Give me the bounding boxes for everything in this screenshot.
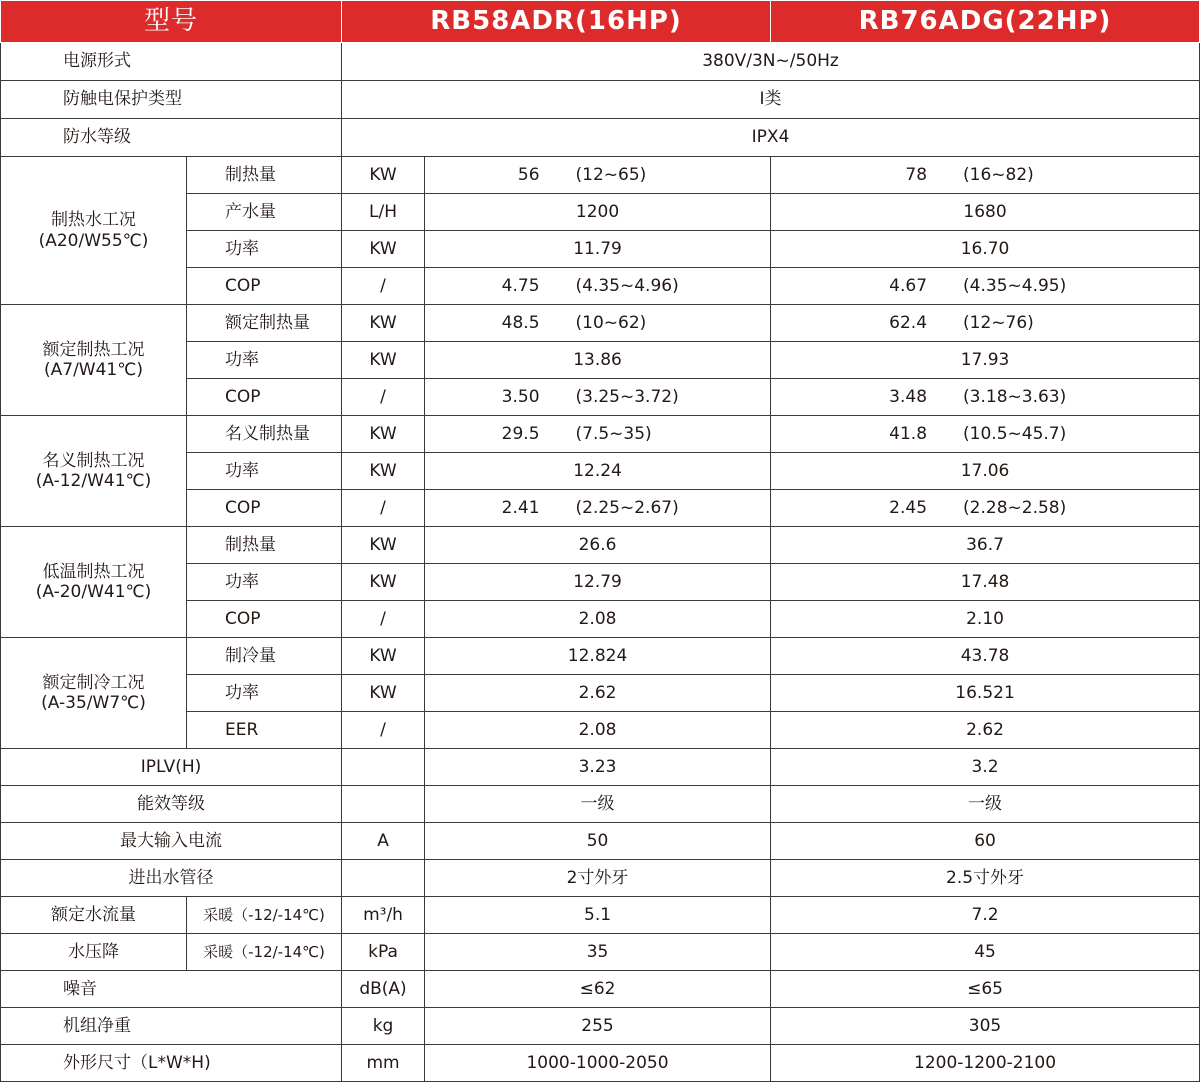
range: (7.5~35)	[575, 423, 652, 444]
condition-title: 额定制热工况	[42, 339, 145, 360]
range: (4.35~4.95)	[963, 275, 1067, 296]
value-b: 43.78	[771, 638, 1200, 675]
value: 62.4	[889, 312, 928, 333]
value-a: 12.79	[425, 564, 771, 601]
value-a	[425, 157, 771, 194]
misc-row	[1, 823, 1200, 860]
value-a: ≤62	[425, 971, 771, 1008]
spec-label: 进出水管径	[1, 860, 342, 897]
value-a	[425, 379, 771, 416]
spec-label: 电源形式	[1, 43, 342, 81]
unit-cell	[342, 860, 425, 897]
unit-cell	[342, 786, 425, 823]
condition-spec: (A7/W41℃)	[44, 360, 143, 380]
value-b: 17.93	[771, 342, 1200, 379]
item-label: 制冷量	[187, 638, 342, 675]
value-b: 一级	[771, 786, 1200, 823]
value: 56	[517, 164, 540, 185]
value-a: 13.86	[425, 342, 771, 379]
spec-value: IPX4	[342, 119, 1200, 157]
range: (16~82)	[963, 164, 1034, 185]
spec-label: 额定水流量	[1, 897, 187, 934]
value-b: 1200-1200-2100	[771, 1045, 1200, 1082]
value-a	[425, 490, 771, 527]
sub-condition: 采暖（-12/-14℃)	[187, 897, 342, 934]
value-a: 3.23	[425, 749, 771, 786]
group-row	[1, 416, 1200, 453]
unit-cell: m³/h	[342, 897, 425, 934]
value-b	[771, 490, 1200, 527]
unit-cell: /	[342, 712, 425, 749]
value-a	[425, 268, 771, 305]
value-b: 36.7	[771, 527, 1200, 564]
range: (12~65)	[575, 164, 647, 185]
range: (10.5~45.7)	[963, 423, 1067, 444]
spec-label: 防水等级	[1, 119, 342, 157]
flow-row	[1, 934, 1200, 971]
general-row	[1, 81, 1200, 119]
condition-label	[1, 157, 187, 305]
unit-cell: KW	[342, 453, 425, 490]
value-b: 16.521	[771, 675, 1200, 712]
spec-label: 水压降	[1, 934, 187, 971]
value-b: ≤65	[771, 971, 1200, 1008]
tail-row	[1, 971, 1200, 1008]
value-b: 7.2	[771, 897, 1200, 934]
value-a: 12.24	[425, 453, 771, 490]
value: 4.75	[501, 275, 540, 296]
flow-row	[1, 897, 1200, 934]
value-b: 16.70	[771, 231, 1200, 268]
value-a: 50	[425, 823, 771, 860]
misc-row	[1, 860, 1200, 897]
unit-cell: /	[342, 490, 425, 527]
item-label: 制热量	[187, 527, 342, 564]
model-label: 型号	[1, 1, 342, 43]
value: 48.5	[501, 312, 540, 333]
value-b: 1680	[771, 194, 1200, 231]
value-a: 2.08	[425, 601, 771, 638]
value-b: 2.10	[771, 601, 1200, 638]
condition-label	[1, 638, 187, 749]
item-label: 额定制热量	[187, 305, 342, 342]
value-b: 305	[771, 1008, 1200, 1045]
condition-title: 额定制冷工况	[42, 672, 145, 693]
general-row	[1, 119, 1200, 157]
unit-cell: KW	[342, 564, 425, 601]
value: 3.50	[501, 386, 540, 407]
item-label: 产水量	[187, 194, 342, 231]
condition-label	[1, 305, 187, 416]
unit-cell: /	[342, 379, 425, 416]
unit-cell: /	[342, 601, 425, 638]
value-a: 1000-1000-2050	[425, 1045, 771, 1082]
value-b	[771, 305, 1200, 342]
tail-row	[1, 1008, 1200, 1045]
condition-label	[1, 527, 187, 638]
item-label: COP	[187, 379, 342, 416]
item-label: 功率	[187, 453, 342, 490]
value-b: 60	[771, 823, 1200, 860]
value: 4.67	[889, 275, 928, 296]
value-b: 2.62	[771, 712, 1200, 749]
spec-label: 能效等级	[1, 786, 342, 823]
unit-cell: mm	[342, 1045, 425, 1082]
item-label: 功率	[187, 675, 342, 712]
value-a: 255	[425, 1008, 771, 1045]
spec-label: 外形尺寸（L*W*H)	[1, 1045, 342, 1082]
value-a: 2寸外牙	[425, 860, 771, 897]
range: (4.35~4.96)	[575, 275, 679, 296]
spec-label: IPLV(H)	[1, 749, 342, 786]
value-b: 2.5寸外牙	[771, 860, 1200, 897]
spec-label: 最大输入电流	[1, 823, 342, 860]
unit-cell: kg	[342, 1008, 425, 1045]
item-label: 名义制热量	[187, 416, 342, 453]
value: 3.48	[889, 386, 928, 407]
item-label: COP	[187, 601, 342, 638]
value-b	[771, 268, 1200, 305]
value-a: 11.79	[425, 231, 771, 268]
condition-spec: (A-35/W7℃)	[41, 693, 146, 713]
item-label: 功率	[187, 342, 342, 379]
unit-cell: A	[342, 823, 425, 860]
spec-value: I类	[342, 81, 1200, 119]
group-row	[1, 527, 1200, 564]
group-row	[1, 305, 1200, 342]
misc-row	[1, 786, 1200, 823]
group-row	[1, 157, 1200, 194]
value-b: 17.48	[771, 564, 1200, 601]
range: (3.18~3.63)	[963, 386, 1067, 407]
unit-cell: KW	[342, 342, 425, 379]
condition-label	[1, 416, 187, 527]
value-b: 3.2	[771, 749, 1200, 786]
item-label: COP	[187, 268, 342, 305]
item-label: 功率	[187, 231, 342, 268]
range: (10~62)	[575, 312, 647, 333]
unit-cell: KW	[342, 231, 425, 268]
model-b-title: RB76ADG(22HP)	[771, 1, 1200, 43]
value-a: 2.08	[425, 712, 771, 749]
spec-label: 机组净重	[1, 1008, 342, 1045]
unit-cell: KW	[342, 675, 425, 712]
range: (2.25~2.67)	[575, 497, 679, 518]
value: 2.45	[889, 497, 928, 518]
value-a: 2.62	[425, 675, 771, 712]
condition-spec: (A-20/W41℃)	[35, 582, 152, 602]
range: (12~76)	[963, 312, 1034, 333]
condition-title: 制热水工况	[51, 210, 136, 231]
unit-cell: KW	[342, 305, 425, 342]
group-row	[1, 638, 1200, 675]
unit-cell: KW	[342, 157, 425, 194]
value: 29.5	[501, 423, 540, 444]
unit-cell: KW	[342, 416, 425, 453]
spec-label: 噪音	[1, 971, 342, 1008]
unit-cell	[342, 749, 425, 786]
value-b	[771, 157, 1200, 194]
item-label: 制热量	[187, 157, 342, 194]
range: (3.25~3.72)	[575, 386, 679, 407]
value: 78	[905, 164, 928, 185]
condition-title: 低温制热工况	[42, 561, 145, 582]
condition-spec: (A-12/W41℃)	[35, 471, 152, 491]
value-a: 一级	[425, 786, 771, 823]
value-a	[425, 416, 771, 453]
value-a: 35	[425, 934, 771, 971]
range: (2.28~2.58)	[963, 497, 1067, 518]
value-b: 17.06	[771, 453, 1200, 490]
spec-value: 380V/3N~/50Hz	[342, 43, 1200, 81]
value-b	[771, 379, 1200, 416]
item-label: COP	[187, 490, 342, 527]
condition-title: 名义制热工况	[42, 450, 145, 471]
misc-row	[1, 749, 1200, 786]
unit-cell: dB(A)	[342, 971, 425, 1008]
value-a: 12.824	[425, 638, 771, 675]
value: 2.41	[501, 497, 540, 518]
item-label: EER	[187, 712, 342, 749]
value-a: 5.1	[425, 897, 771, 934]
unit-cell: /	[342, 268, 425, 305]
unit-cell: L/H	[342, 194, 425, 231]
item-label: 功率	[187, 564, 342, 601]
unit-cell: KW	[342, 638, 425, 675]
unit-cell: KW	[342, 527, 425, 564]
value-b: 45	[771, 934, 1200, 971]
general-row	[1, 43, 1200, 81]
condition-spec: (A20/W55℃)	[38, 230, 149, 251]
sub-condition: 采暖（-12/-14℃)	[187, 934, 342, 971]
unit-cell: kPa	[342, 934, 425, 971]
value: 41.8	[889, 423, 928, 444]
spec-label: 防触电保护类型	[1, 81, 342, 119]
value-b	[771, 416, 1200, 453]
model-a-title: RB58ADR(16HP)	[342, 1, 771, 43]
tail-row	[1, 1045, 1200, 1082]
value-a: 1200	[425, 194, 771, 231]
header-row	[1, 1, 1200, 43]
value-a	[425, 305, 771, 342]
value-a: 26.6	[425, 527, 771, 564]
